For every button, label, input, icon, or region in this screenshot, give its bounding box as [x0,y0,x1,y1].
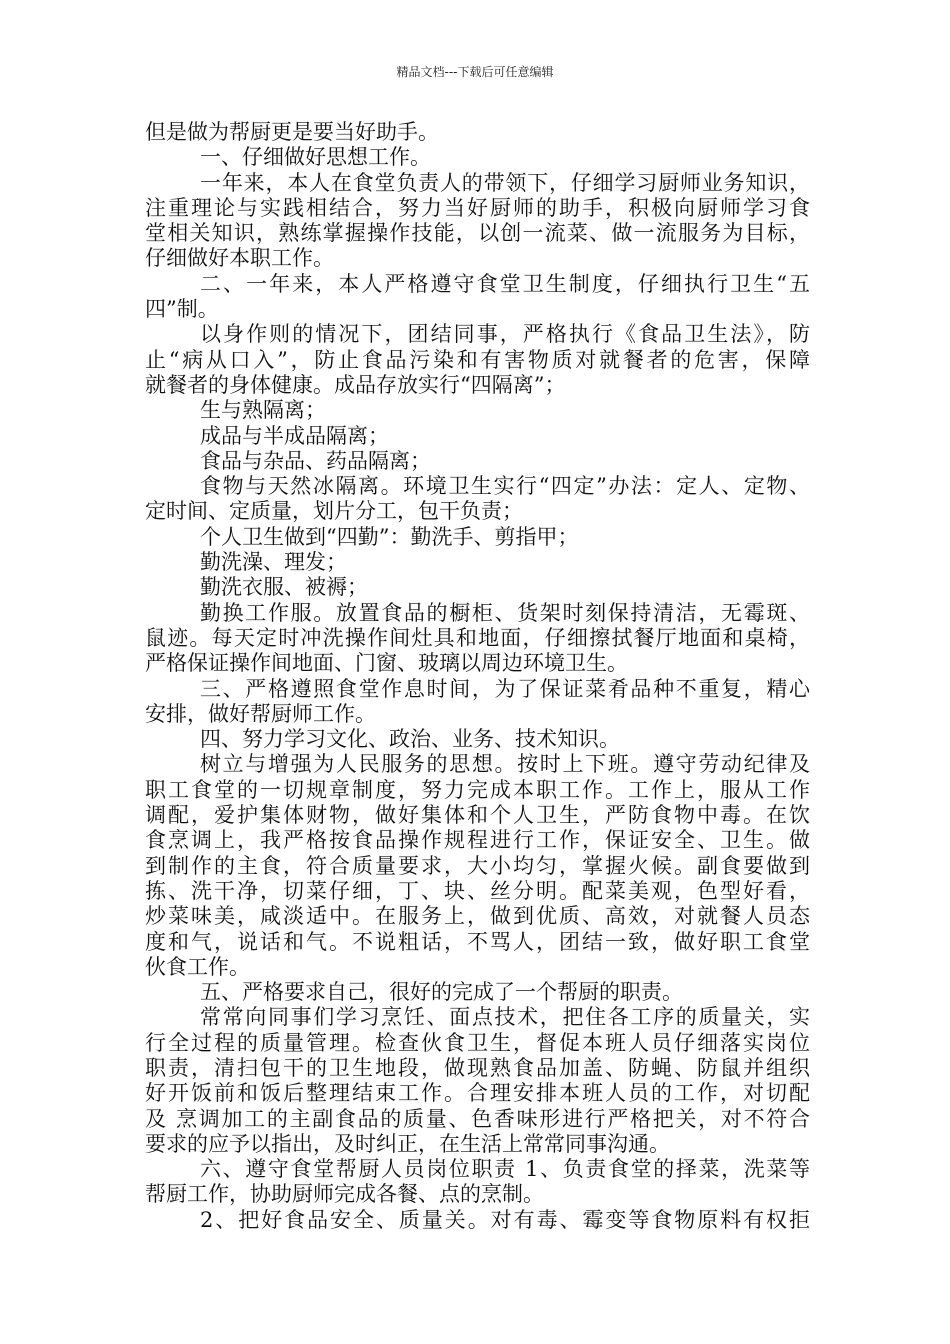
text-line: 安排，做好帮厨师工作。 [145,701,376,726]
text-line: 伙食工作。 [145,954,250,979]
text-line: 2、把好食品安全、质量关。对有毒、霉变等食物原料有权拒 [200,1207,810,1232]
text-line: 常常向同事们学习烹饪、面点技术，把住各工序的质量关，实 [200,1005,810,1030]
text-line: 鼠迹。每天定时冲洗操作间灶具和地面，仔细擦拭餐厅地面和桌椅， [145,625,810,650]
page-header: 精品文档---下载后可任意编辑 [396,65,554,79]
text-line: 六、遵守食堂帮厨人员岗位职责 1、负责食堂的择菜，洗菜等 [200,1157,810,1182]
text-line: 一年来，本人在食堂负责人的带领下，仔细学习厨师业务知识， [200,170,810,195]
text-line: 食物与天然冰隔离。环境卫生实行“四定”办法：定人、定物、 [200,474,810,499]
text-line: 堂相关知识，熟练掌握操作技能，以创一流菜、做一流服务为目标， [145,221,810,246]
text-line: 要求的应予以指出，及时纠正，在生活上常常同事沟通。 [145,1131,670,1156]
text-line: 调配，爱护集体财物，做好集体和个人卫生，严防食物中毒。在饮 [145,803,810,828]
text-line: 以身作则的情况下，团结同事，严格执行《食品卫生法》，防 [200,322,810,347]
text-line: 食烹调上，我严格按食品操作规程进行工作，保证安全、卫生。做 [145,828,810,853]
text-line: 定时间、定质量，划片分工，包干负责； [145,499,523,524]
text-line: 职责，清扫包干的卫生地段，做现熟食品加盖、防蝇、防鼠并组织 [145,1055,810,1080]
text-line: 树立与增强为人民服务的思想。按时上下班。遵守劳动纪律及 [200,752,810,777]
document-body [145,120,810,1233]
text-line: 度和气，说话和气。不说粗话，不骂人，团结一致，做好职工食堂 [145,929,810,954]
text-line: 勤洗澡、理发； [200,550,347,575]
text-line: 二、一年来，本人严格遵守食堂卫生制度，仔细执行卫生“五 [200,271,810,296]
text-line: 五、严格要求自己，很好的完成了一个帮厨的职责。 [200,980,683,1005]
text-line: 炒菜味美，咸淡适中。在服务上，做到优质、高效，对就餐人员态 [145,904,810,929]
text-line: 就餐者的身体健康。成品存放实行“四隔离”； [145,372,566,397]
text-line: 个人卫生做到“四勤”：勤洗手、剪指甲； [200,524,579,549]
text-line: 职工食堂的一切规章制度，努力完成本职工作。工作上，服从工作 [145,777,810,802]
text-line: 四”制。 [145,297,219,322]
text-line: 帮厨工作，协助厨师完成各餐、点的烹制。 [145,1182,544,1207]
text-line: 拣、洗干净，切菜仔细，丁、块、丝分明。配菜美观，色型好看， [145,878,810,903]
text-line: 仔细做好本职工作。 [145,246,334,271]
text-line: 成品与半成品隔离； [200,423,389,448]
text-line: 四、努力学习文化、政治、业务、技术知识。 [200,727,620,752]
text-line: 严格保证操作间地面、门窗、玻璃以周边环境卫生。 [145,651,628,676]
text-line: 及 烹调加工的主副食品的质量、色香味形进行严格把关，对不符合 [145,1106,810,1131]
text-line: 三、严格遵照食堂作息时间，为了保证菜肴品种不重复，精心 [200,676,810,701]
text-line: 勤洗衣服、被褥； [200,575,368,600]
text-line: 生与熟隔离； [200,398,326,423]
text-line: 勤换工作服。放置食品的橱柜、货架时刻保持清洁，无霉斑、 [200,600,810,625]
text-line: 一、仔细做好思想工作。 [200,145,431,170]
text-line: 食品与杂品、药品隔离； [200,448,431,473]
text-line: 行全过程的质量管理。检查伙食卫生，督促本班人员仔细落实岗位 [145,1030,810,1055]
text-line: 到制作的主食，符合质量要求，大小均匀，掌握火候。副食要做到 [145,853,810,878]
text-line: 但是做为帮厨更是要当好助手。 [145,120,439,144]
text-line: 好开饭前和饭后整理结束工作。合理安排本班人员的工作，对切配 [145,1081,810,1106]
text-line: 止“病从口入”，防止食品污染和有害物质对就餐者的危害，保障 [145,347,810,372]
text-line: 注重理论与实践相结合，努力当好厨师的助手，积极向厨师学习食 [145,195,810,220]
